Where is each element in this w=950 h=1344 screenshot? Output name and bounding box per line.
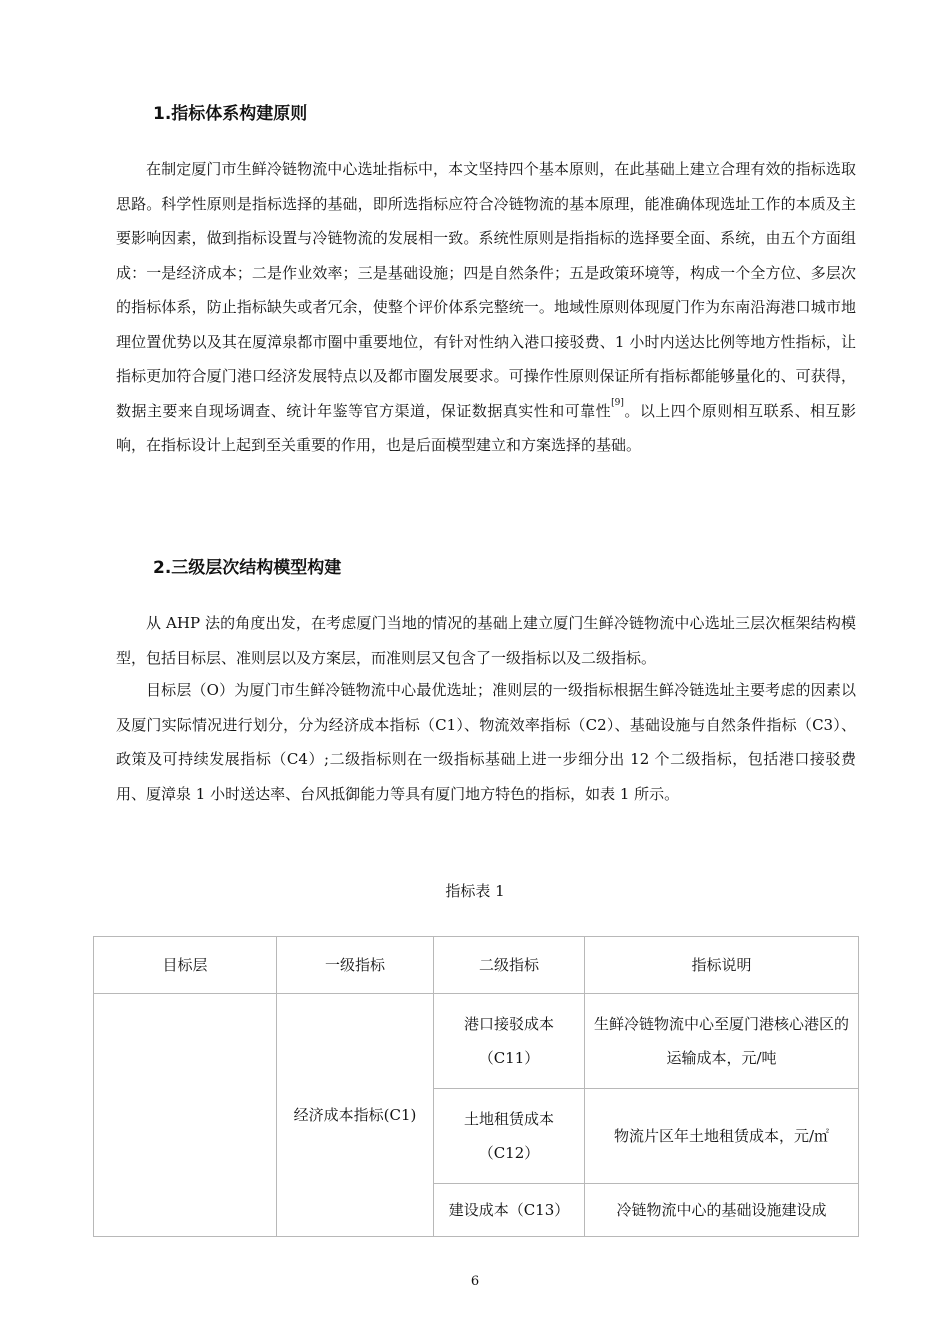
target-layer-cell <box>94 994 277 1237</box>
indicator-description-cell: 冷链物流中心的基础设施建设成 <box>585 1184 859 1237</box>
page-number: 6 <box>470 1274 480 1289</box>
primary-indicator-cell: 经济成本指标(C1) <box>277 994 434 1237</box>
header-primary-indicator: 一级指标 <box>277 937 434 994</box>
page-break-mask <box>0 1241 950 1271</box>
citation-ref[interactable]: [9] <box>611 397 624 408</box>
paragraph-target-layer: 目标层（O）为厦门市生鲜冷链物流中心最优选址；准则层的一级指标根据生鲜冷链选址主要考虑的因素以及厦门实际情况进行划分，分为经济成本指标（C1）、物流效率指标（C2）、基础设施与自然条件指标（C3）、政策及可持续发展指标（C4）;二级指标则在一级指标基础上进一步细分出 12 个二级指标，包括港口接驳费用、厦漳泉 1 小时送达率、台风抵御能力等具有厦门地方特色的指标，如表 1 所示。 <box>116 681 856 803</box>
indicator-description-cell: 物流片区年土地租赁成本，元/㎡ <box>585 1089 859 1184</box>
section-heading-2: 2.三级层次结构模型构建 <box>153 558 342 578</box>
secondary-indicator-cell: 建设成本（C13） <box>434 1184 585 1237</box>
secondary-indicator-cell: 土地租赁成本（C12） <box>434 1089 585 1184</box>
paragraph-principles-text: 在制定厦门市生鲜冷链物流中心选址指标中，本文坚持四个基本原则，在此基础上建立合理有效的指标选取思路。科学性原则是指标选择的基础，即所选指标应符合冷链物流的基本原理，能准确体现选址工作的本质及主要影响因素，做到指标设置与冷链物流的发展相一致。系统性原则是指指标的选择要全面、系统，由五个方面组成：一是经济成本；二是作业效率；三是基础设施；四是自然条件；五是政策环境等，构成一个全方位、多层次的指标体系，防止指标缺失或者冗余，使整个评价体系完整统一。地域性原则体现厦门作为东南沿海港口城市地理位置优势以及其在厦漳泉都市圈中重要地位，有针对性纳入港口接驳费、1 小时内送达比例等地方性指标，让指标更加符合厦门港口经济发展特点以及都市圈发展要求。可操作性原则保证所有指标都能够量化的、可获得，数据主要来自现场调查、统计年鉴等官方渠道，保证数据真实性和可靠性 <box>116 160 856 420</box>
header-indicator-description: 指标说明 <box>585 937 859 994</box>
paragraph-principles <box>116 152 856 463</box>
table-caption: 指标表 1 <box>445 882 505 900</box>
header-target-layer: 目标层 <box>94 937 277 994</box>
paragraph-principles-tail: 。以上四个原则相互联系、相互影响，在指标设计上起到至关重要的作用，也是后面模型建立和方案选择的基础。 <box>116 401 856 454</box>
table-header-row <box>94 937 859 994</box>
table-row <box>94 994 859 1089</box>
paragraph-ahp: 从 AHP 法的角度出发，在考虑厦门当地的情况的基础上建立厦门生鲜冷链物流中心选址三层次框架结构模型，包括目标层、准则层以及方案层，而准则层又包含了一级指标以及二级指标。 <box>116 614 856 667</box>
section-heading-1: 1.指标体系构建原则 <box>153 104 308 124</box>
secondary-indicator-cell: 港口接驳成本（C11） <box>434 994 585 1089</box>
indicator-table <box>93 936 859 1237</box>
indicator-description-cell: 生鲜冷链物流中心至厦门港核心港区的运输成本，元/吨 <box>585 994 859 1089</box>
header-secondary-indicator: 二级指标 <box>434 937 585 994</box>
